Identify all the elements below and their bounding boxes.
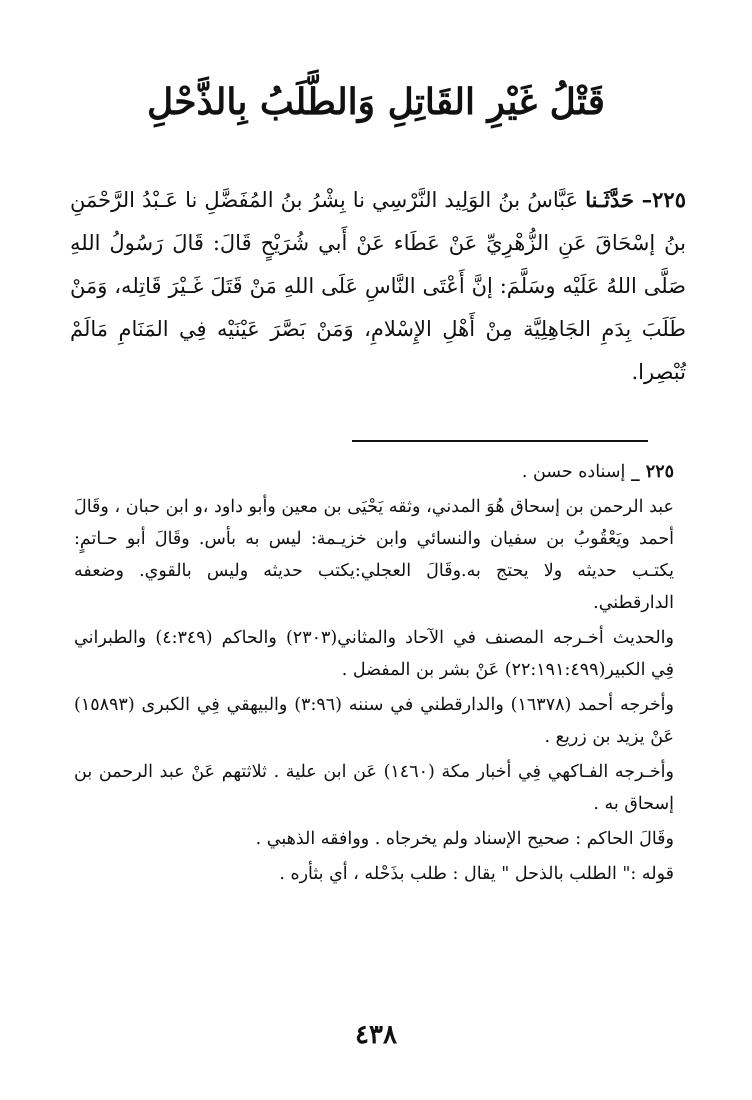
footnote-paragraph: وقَالَ الحاكم : صحيح الإسناد ولم يخرجاه . ووافقه الذهبي .	[255, 829, 674, 849]
footnote-heading	[74, 456, 674, 488]
footnotes	[74, 456, 674, 893]
footnote-paragraph: وأخرجه أحمد (١٦٣٧٨) والدارقطني في سننه (٣:٩٦) والبيهقي فِي الكبرى (١٥٨٩٣) عَنْ يزيد بن زريع .	[74, 695, 674, 747]
chapter-title: قَتْلُ غَيْرِ القَاتِلِ وَالطَّلَبُ بِالذَّحْلِ	[147, 81, 605, 123]
footnote-paragraph: عبد الرحمن بن إسحاق هُوَ المدني، وثقه يَحْيَى بن معين وأبو داود ،و ابن حبان ، وقَالَ أحمد ويَعْقُوبُ بن سفيان والنسائي وابن خزيـمة: ليس به بأس. وقَالَ أبو حـاتمٍ: يكتـب حديثه ولا يحتج به.وقَالَ العجلي:يكتب حديثه وليس بالقوي. وضعفه الدارقطني.	[74, 497, 674, 613]
page-number: ٤٣٨	[355, 1020, 397, 1050]
hadith-body: عَبَّاسُ بنُ الوَلِيد النَّرْسِي نا بِشْرُ بنُ المُفَضَّلِ نا عَـبْدُ الرَّحْمَنِ بنُ إسْحَاقَ عَنِ الزُّهْرِيِّ عَنْ عَطَاء عَنْ أَبي شُرَيْحٍ قَالَ: قَالَ رَسُولُ اللهِ صَلَّى اللهُ عَلَيْه وسَلَّمَ: إنَّ أَعْتَى النَّاسِ عَلَى اللهِ مَنْ قَتَلَ غَـيْرَ قَاتِله، وَمَنْ طَلَبَ بِدَمِ الجَاهِلِيَّة مِنْ أَهْلِ الإِسْلامِ، وَمَنْ بَصَّرَ عَيْنَيْه فِي المَنَامِ مَالَمْ تُبْصِرا.	[70, 188, 686, 384]
footnote-paragraph: والحديث أخـرجه المصنف في الآحاد والمثاني(٢٣٠٣) والحاكم (٤:٣٤٩) والطبراني فِي الكبير(٢٢:١٩١:٤٩٩) عَنْ بشر بن المفضل .	[74, 628, 674, 680]
footnote-grade: إسناده حسن .	[521, 462, 626, 482]
hadith-text-block	[70, 178, 686, 394]
hadith-lead: – حَدَّثَـنا	[585, 187, 653, 212]
footnote-number: ٢٢٥ _	[630, 462, 674, 482]
footnote-paragraph: قوله :" الطلب بالذحل " يقال : طلب بذَحْله ، أي بثأره .	[279, 864, 674, 884]
footnote-paragraph: وأخـرجه الفـاكهي فِي أخبار مكة (١٤٦٠) عَن ابن علية . ثلاثتهم عَنْ عبد الرحمن بن إسحاق به .	[74, 762, 674, 814]
hadith-number: ٢٢٥	[652, 187, 686, 212]
footnote-divider	[352, 440, 648, 442]
